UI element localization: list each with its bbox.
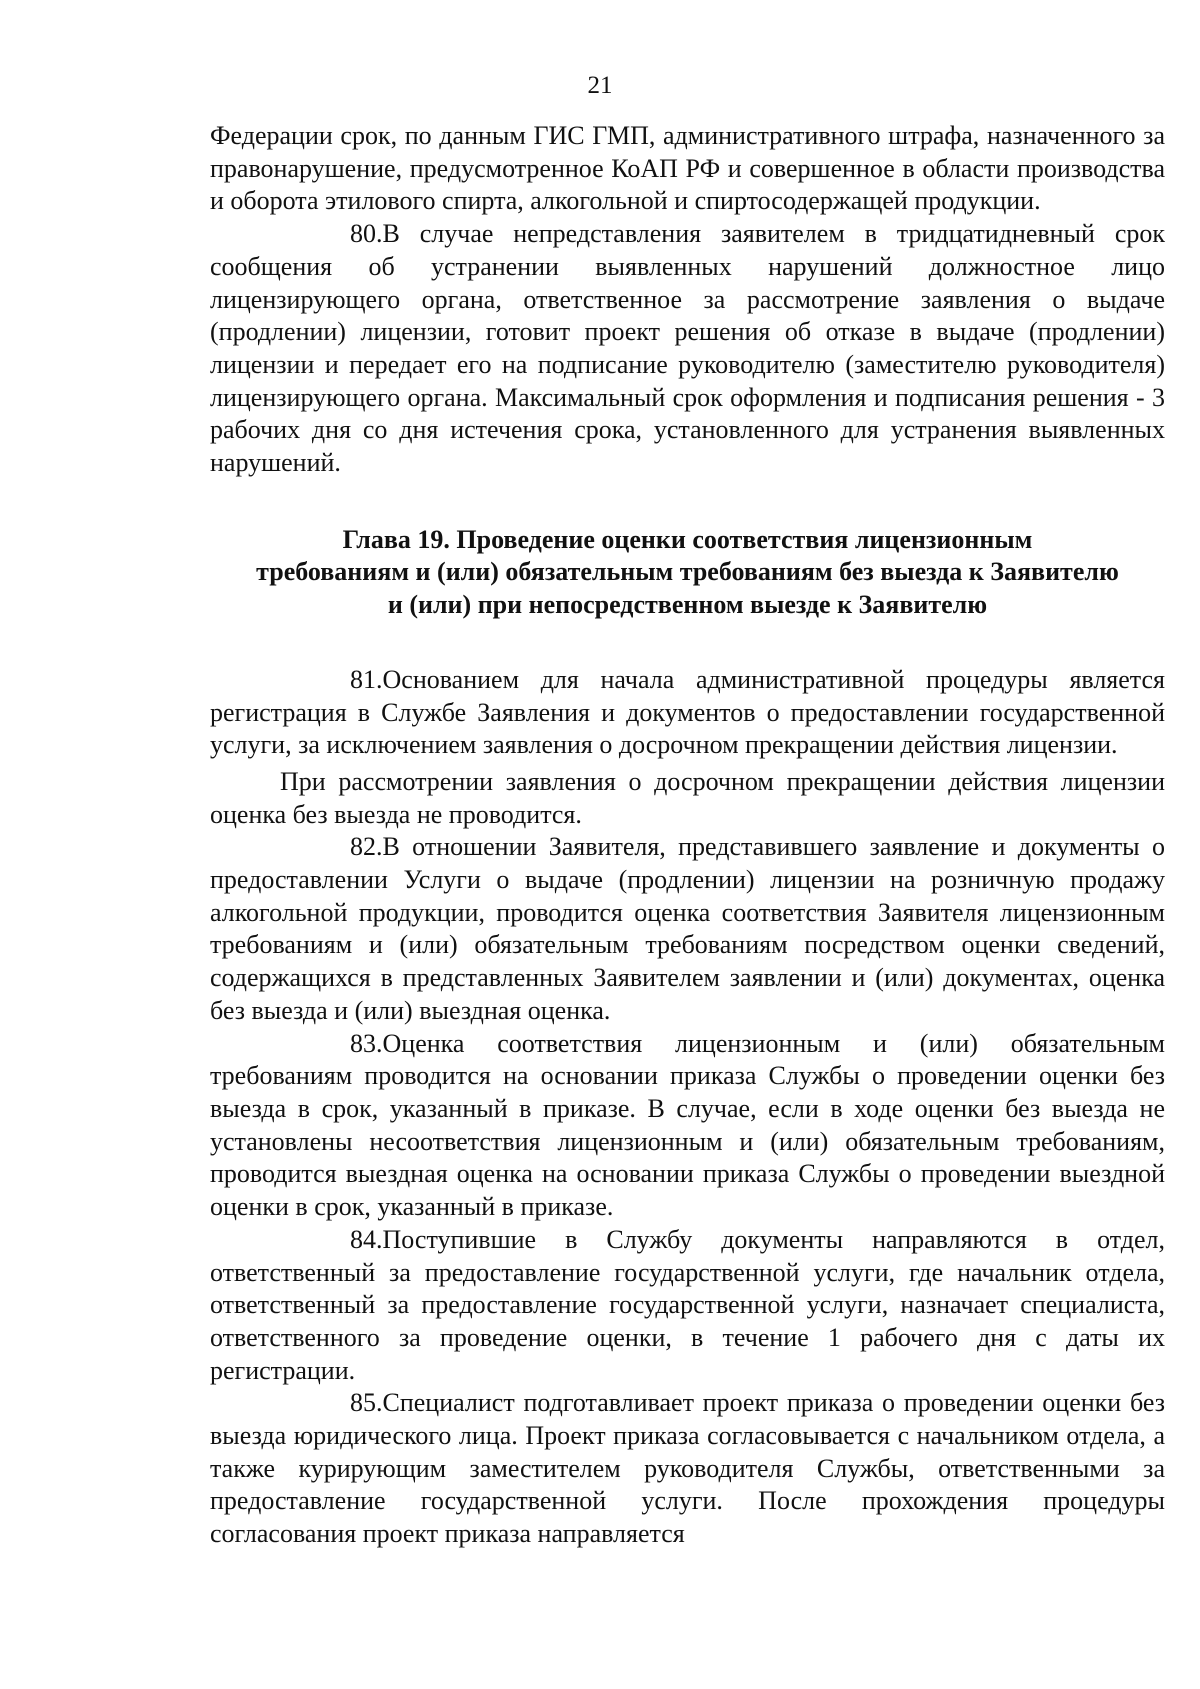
paragraph-number: 81. [350, 664, 383, 694]
paragraph-text: Специалист подготавливает проект приказа о проведении оценки без выезда юридического лица. Проект приказа согласовывается с начальником отдела, а также курирующим заместителем руководителя Службы, ответственными за предоставление государственной услуги. После прохождения процедуры согласования проект приказа направляется [210, 1388, 1165, 1549]
paragraph-84 [210, 1224, 1165, 1388]
chapter-heading [210, 524, 1165, 622]
paragraph-text: Поступившие в Службу документы направляются в отдел, ответственный за предоставление государственной услуги, где начальник отдела, ответственный за предоставление государственной услуги, назначает специалиста, ответственного за проведение оценки, в течение 1 рабочего дня с даты их регистрации. [210, 1224, 1165, 1385]
paragraph-82 [210, 831, 1165, 1027]
page-number: 21 [587, 72, 613, 99]
paragraph-80 [210, 218, 1165, 480]
paragraph-number: 83. [350, 1028, 383, 1058]
paragraph-number: 80. [350, 219, 383, 249]
paragraph-text: Оценка соответствия лицензионным и (или) обязательным требованиям проводится на основании приказа Службы о проведении оценки без выезда в срок, указанный в приказе. В случае, если в ходе оценки без выезда не установлены несоответствия лицензионным и (или) обязательным требованиям, проводится выездная оценка на основании приказа Службы о проведении выездной оценки в срок, указанный в приказе. [210, 1028, 1165, 1222]
paragraph-85 [210, 1387, 1165, 1551]
document-body [210, 120, 1165, 1551]
paragraph-text: Основанием для начала административной процедуры является регистрация в Службе Заявления и документов о предоставлении государственной услуги, за исключением заявления о досрочном прекращении действия лицензии. [210, 664, 1165, 760]
paragraph-continuation [210, 120, 1165, 218]
paragraph-number: 85. [350, 1388, 383, 1418]
paragraph-text: В случае непредставления заявителем в тридцатидневный срок сообщения об устранении выявленных нарушений должностное лицо лицензирующего органа, ответственное за рассмотрение заявления о выдаче (продлении) лицензии, готовит проект решения об отказе в выдаче (продлении) лицензии и передает его на подписание руководителю (заместителю руководителя) лицензирующего органа. Максимальный срок оформления и подписания решения - 3 рабочих дня со дня истечения срока, установленного для устранения выявленных нарушений. [210, 219, 1165, 478]
paragraph-81 [210, 664, 1165, 762]
paragraph-text: Федерации срок, по данным ГИС ГМП, административного штрафа, назначенного за правонарушение, предусмотренное КоАП РФ и совершенное в области производства и оборота этилового спирта, алкогольной и спиртосодержащей продукции. [210, 121, 1165, 216]
chapter-heading-line: требованиям и (или) обязательным требованиям без выезда к Заявителю [256, 557, 1119, 587]
paragraph-81-note [210, 766, 1165, 831]
paragraph-83 [210, 1028, 1165, 1224]
paragraph-number: 82. [350, 832, 383, 862]
chapter-heading-line: и (или) при непосредственном выезде к Заявителю [387, 590, 988, 620]
paragraph-text: В отношении Заявителя, представившего заявление и документы о предоставлении Услуги о выдаче (продлении) лицензии на розничную продажу алкогольной продукции, проводится оценка соответствия Заявителя лицензионным требованиям и (или) обязательным требованиям посредством оценки сведений, содержащихся в представленных Заявителем заявлении и (или) документах, оценка без выезда и (или) выездная оценка. [210, 832, 1165, 1025]
paragraph-text: При рассмотрении заявления о досрочном прекращении действия лицензии оценка без выезда не проводится. [210, 766, 1165, 829]
chapter-heading-line: Глава 19. Проведение оценки соответствия лицензионным [342, 524, 1033, 554]
paragraph-number: 84. [350, 1224, 383, 1254]
